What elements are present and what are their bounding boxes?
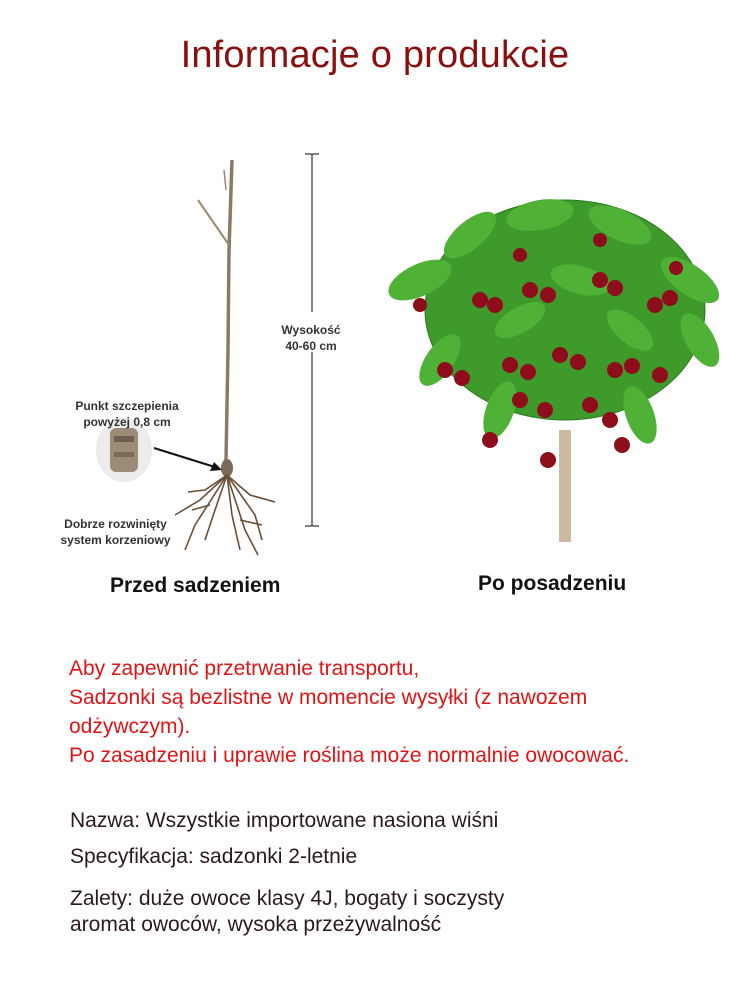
advantages-line-2: aromat owoców, wysoka przeżywalność [70, 913, 442, 936]
page-title: Informacje o produkcie [180, 34, 570, 76]
product-illustration [0, 130, 750, 570]
root-label-line1: Dobrze rozwinięty [64, 517, 167, 531]
notice-line-1: Aby zapewnić przetrwanie transportu, [69, 657, 420, 680]
height-label-line2: 40-60 cm [285, 339, 337, 353]
advantages-line-1: Zalety: duże owoce klasy 4J, bogaty i soczysty [70, 887, 505, 910]
shipping-notice [69, 654, 729, 770]
grown-cherry-tree-image [382, 194, 727, 542]
root-label-line2: system korzeniowy [60, 533, 171, 547]
graft-label-line1: Punkt szczepienia [75, 399, 179, 413]
caption-after-planting: Po posadzeniu [478, 572, 627, 595]
product-name: Nazwa: Wszystkie importowane nasiona wiśni [70, 809, 499, 832]
height-label-line1: Wysokość [281, 323, 341, 337]
seedling-image [175, 160, 275, 555]
notice-line-3: odżywczym). [69, 715, 191, 738]
height-label [276, 322, 346, 354]
notice-line-2: Sadzonki są bezlistne w momencie wysyłki (z nawozem [69, 686, 588, 709]
notice-line-4: Po zasadzeniu i uprawie roślina może normalnie owocować. [69, 744, 630, 767]
graft-label-line2: powyżej 0,8 cm [83, 415, 171, 429]
root-system-label [48, 516, 183, 548]
caption-before-planting: Przed sadzeniem [110, 574, 281, 597]
product-specification: Specyfikacja: sadzonki 2-letnie [70, 845, 358, 868]
product-advantages [70, 886, 670, 938]
graft-point-label [62, 398, 192, 430]
